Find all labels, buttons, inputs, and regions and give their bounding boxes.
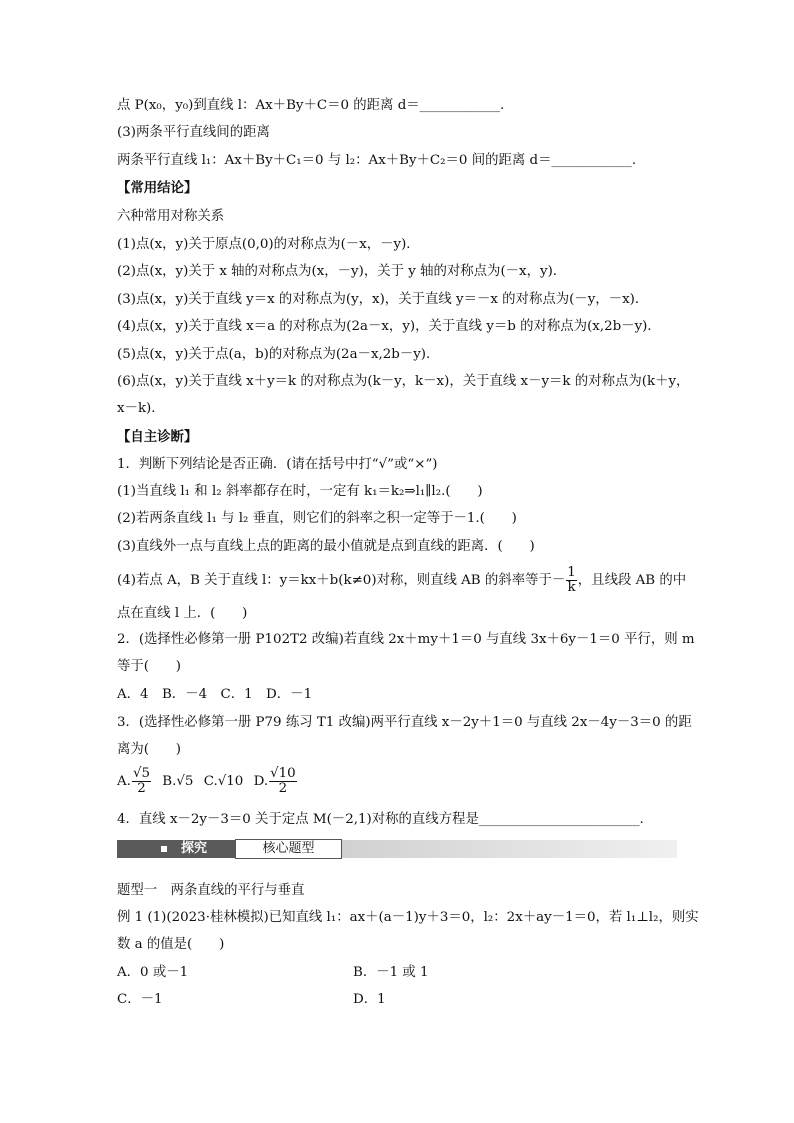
line-symmetry-2: (2)点(x，y)关于 x 轴的对称点为(x，－y)，关于 y 轴的对称点为(－x，y)． [117,264,567,279]
question-4: 4．直线 x－2y－3＝0 关于定点 M(－2,1)对称的直线方程是________________________. [117,812,644,827]
line-symmetry-4: (4)点(x，y)关于直线 x＝a 的对称点为(2a－x，y)，关于直线 y＝b 的对称点为(x,2b－y)． [117,319,661,334]
line-heading-parallel-distance: (3)两条平行直线间的距离 [117,125,270,140]
question-2-cont: 等于( ) [117,659,182,674]
line-symmetry-5: (5)点(x，y)关于点(a，b)的对称点为(2a－x,2b－y)． [117,347,440,362]
line-symmetry-1: (1)点(x，y)关于原点(0,0)的对称点为(－x，－y)． [117,237,420,252]
line-six-symmetry: 六种常用对称关系 [117,209,225,224]
section-banner [117,840,677,858]
question-1: 1．判断下列结论是否正确．(请在括号中打“√”或“×”) [117,457,438,472]
option-a-fraction [132,767,151,796]
example-1-cont: 数 a 的值是( ) [117,937,225,952]
example-1-option-c: C．－1 [117,992,163,1007]
square-bullet-icon [161,846,167,852]
line-point-distance: 点 P(x₀，y₀)到直线 l：Ax＋By＋C＝0 的距离 d＝____________. [117,98,505,113]
section-self-diagnosis: 【自主诊断】 [117,429,198,445]
banner-label: 探究 [181,841,208,856]
topic-1-title: 题型一 两条直线的平行与垂直 [117,883,305,898]
question-1-item-2: (2)若两条直线 l₁ 与 l₂ 垂直，则它们的斜率之积一定等于－1.( ) [117,511,517,526]
option-a-num: √5 [132,766,150,781]
option-d-num: √10 [270,766,296,781]
question-2: 2．(选择性必修第一册 P102T2 改编)若直线 2x＋my＋1＝0 与直线 3x＋6y－1＝0 平行，则 m [117,632,695,647]
fraction-numerator: 1 [567,565,576,580]
example-1-option-d: D．1 [353,992,386,1007]
question-3-cont: 离为( ) [117,742,182,757]
question-1-item-1: (1)当直线 l₁ 和 l₂ 斜率都存在时，一定有 k₁＝k₂⇒l₁∥l₂.( ) [117,484,483,499]
banner-dark-block [117,840,235,858]
example-1-option-b: B．－1 或 1 [353,965,429,980]
question-2-options: A．4 B．－4 C．1 D．－1 [117,687,313,702]
option-d-den: 2 [278,781,288,796]
question-1-item-3: (3)直线外一点与直线上点的距离的最小值就是点到直线的距离．( ) [117,539,535,554]
question-3: 3．(选择性必修第一册 P79 练习 T1 改编)两平行直线 x－2y＋1＝0 与直线 2x－4y－3＝0 的距 [117,715,692,730]
line-symmetry-3: (3)点(x，y)关于直线 y＝x 的对称点为(y，x)，关于直线 y＝－x 的对称点为(－y，－x)． [117,292,649,307]
line-symmetry-6-cont: x－k)． [117,401,165,416]
banner-box-label: 核心题型 [235,839,342,859]
section-common-conclusions: 【常用结论】 [117,180,198,196]
question-1-item-4-cont: 点在直线 l 上．( ) [117,606,248,621]
q1-item4-text-a: (4)若点 A，B 关于直线 l：y＝kx＋b(k≠0)对称，则直线 AB 的斜率等于－ [117,573,566,588]
option-d-label: D. [253,774,269,789]
line-parallel-distance-formula: 两条平行直线 l₁：Ax＋By＋C₁＝0 与 l₂：Ax＋By＋C₂＝0 间的距离 d＝____________. [117,153,637,168]
option-c: C.√10 [203,774,244,789]
example-1: 例 1 (1)(2023·桂林模拟)已知直线 l₁：ax＋(a－1)y＋3＝0，l₂：2x＋ay－1＝0，若 l₁⊥l₂，则实 [117,910,699,925]
q1-item4-text-b: ，且线段 AB 的中 [577,573,687,588]
line-symmetry-6: (6)点(x，y)关于直线 x＋y＝k 的对称点为(k－y，k－x)，关于直线 x－y＝k 的对称点为(k＋y， [117,374,690,389]
question-1-item-4 [117,566,686,595]
option-a-label: A. [117,774,131,789]
question-3-options [117,766,298,798]
example-1-option-a: A．0 或－1 [117,965,189,980]
option-d-fraction [269,767,297,796]
option-b: B.√5 [162,774,194,789]
fraction-denominator: k [567,580,576,595]
option-a-den: 2 [137,781,146,796]
fraction-1-over-k [566,566,577,595]
